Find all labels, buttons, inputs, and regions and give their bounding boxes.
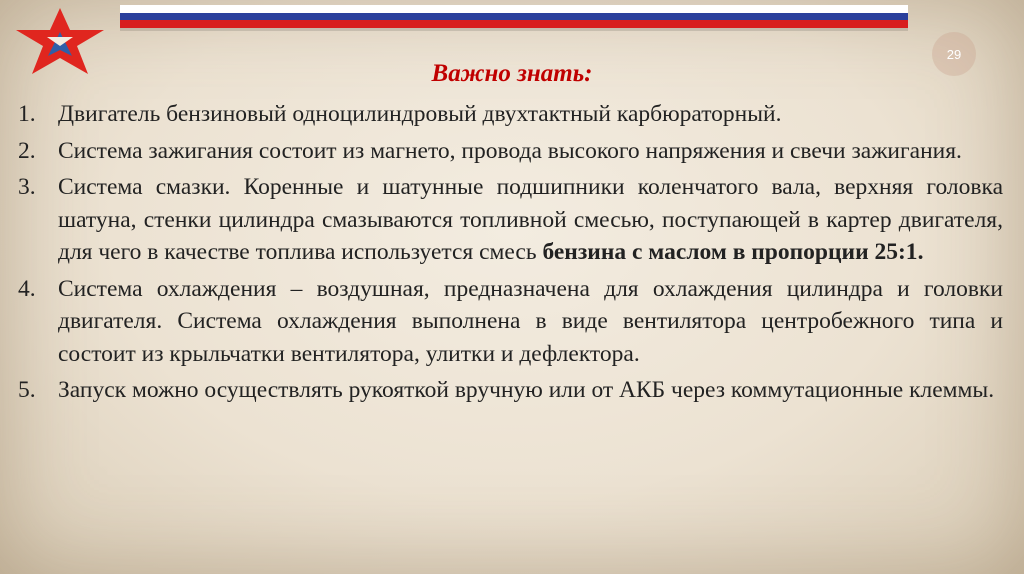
list-item [18,374,1003,407]
item-number: 4. [18,275,36,302]
slide-title: Важно знать: [431,60,593,87]
russian-flag-bar [120,5,908,28]
item-text-bold: бензина с маслом в пропорции 25:1 [542,239,918,265]
item-number: 3. [18,174,36,200]
flag-shadow [120,28,908,31]
flag-stripe-white [120,5,908,13]
item-number: 5. [18,377,36,403]
flag-stripe-red [120,20,908,28]
page-number-badge: 29 [932,32,976,76]
item-number: 1. [18,101,36,127]
item-text: Система смазки. Коренные и шатунные подшипники коленчатого вала, верхняя головка шатуна, стенки цилиндра смазываются топливной смесью, поступающей в картер двигателя, для чего в качестве топлива используется смесь [58,174,1003,265]
item-text: Запуск можно осуществлять рукояткой вручную или от АКБ через коммутационные клеммы. [58,377,995,403]
item-text-container [58,171,1003,269]
item-number: 2. [18,137,36,164]
list-item [18,171,1003,269]
facts-list [18,98,1003,407]
flag-stripe-blue [120,13,908,21]
item-text: Система охлаждения – воздушная, предназначена для охлаждения цилиндра и головки двигателя. Система охлаждения выполнена в виде вентилятора центробежного типа и состоит из крыльчатки вентилятора, улитки и дефлектора. [58,275,1003,367]
list-item [18,98,1003,131]
item-text: Система зажигания состоит из магнето, провода высокого напряжения и свечи зажигания. [58,137,962,164]
item-text-after: . [917,239,924,265]
item-text: Двигатель бензиновый одноцилиндровый двухтактный карбюраторный. [58,101,782,127]
list-item [18,273,1003,371]
list-item [18,135,1003,168]
